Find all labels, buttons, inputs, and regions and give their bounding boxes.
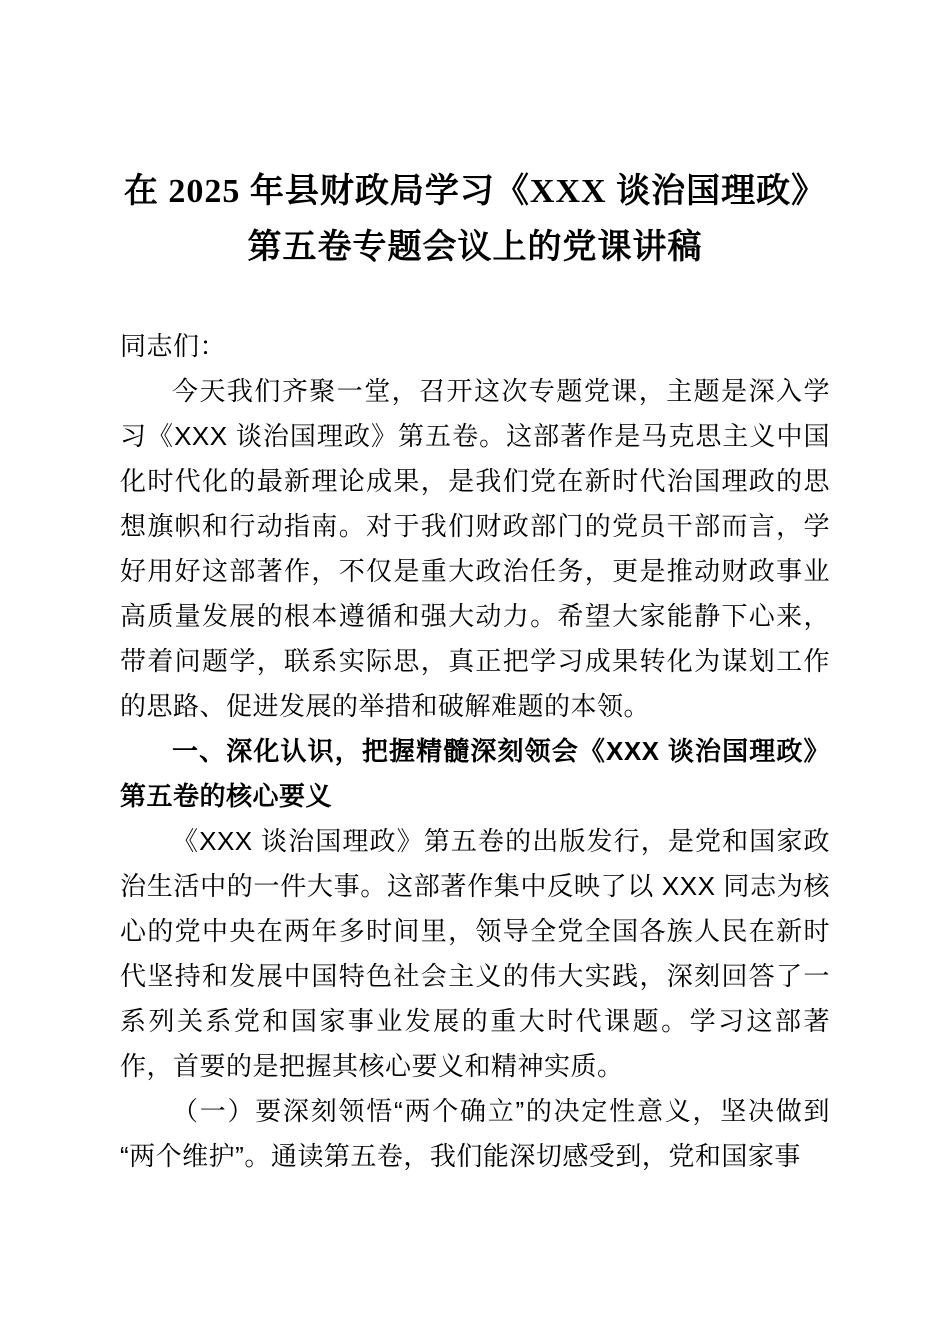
salutation: 同志们： — [120, 331, 227, 361]
document-title-line-2: 第五卷专题会议上的党课讲稿 — [247, 229, 703, 266]
paragraph-section-1-body: 《XXX 谈治国理政》第五卷的出版发行，是党和国家政治生活中的一件大事。这部著作集中反映了以 XXX 同志为核心的党中央在两年多时间里，领导全党全国各族人民在新时代坚持和发展中国特色社会主义的伟大实践，深刻回答了一系列关系党和国家事业发展的重大时代课题。学习这部著作，首要的是把握其核心要义和精神实质。 — [120, 826, 830, 1081]
paragraph-introduction: 今天我们齐聚一堂，召开这次专题党课，主题是深入学习《XXX 谈治国理政》第五卷。这部著作是马克思主义中国化时代化的最新理论成果，是我们党在新时代治国理政的思想旗帜和行动指南。对于我们财政部门的党员干部而言，学好用好这部著作，不仅是重大政治任务，更是推动财政事业高质量发展的根本遵循和强大动力。希望大家能静下心来，带着问题学，联系实际思，真正把学习成果转化为谋划工作的思路、促进发展的举措和破解难题的本领。 — [120, 376, 830, 721]
document-body — [120, 324, 830, 1179]
paragraph-subpoint-1: （一）要深刻领悟“两个确立”的决定性意义，坚决做到“两个维护”。通读第五卷，我们能深切感受到，党和国家事 — [120, 1096, 830, 1171]
document-title — [120, 164, 830, 276]
document-title-line-1: 在 2025 年县财政局学习《XXX 谈治国理政》 — [123, 173, 827, 210]
section-heading-1: 一、深化认识，把握精髓深刻领会《XXX 谈治国理政》第五卷的核心要义 — [120, 736, 830, 811]
